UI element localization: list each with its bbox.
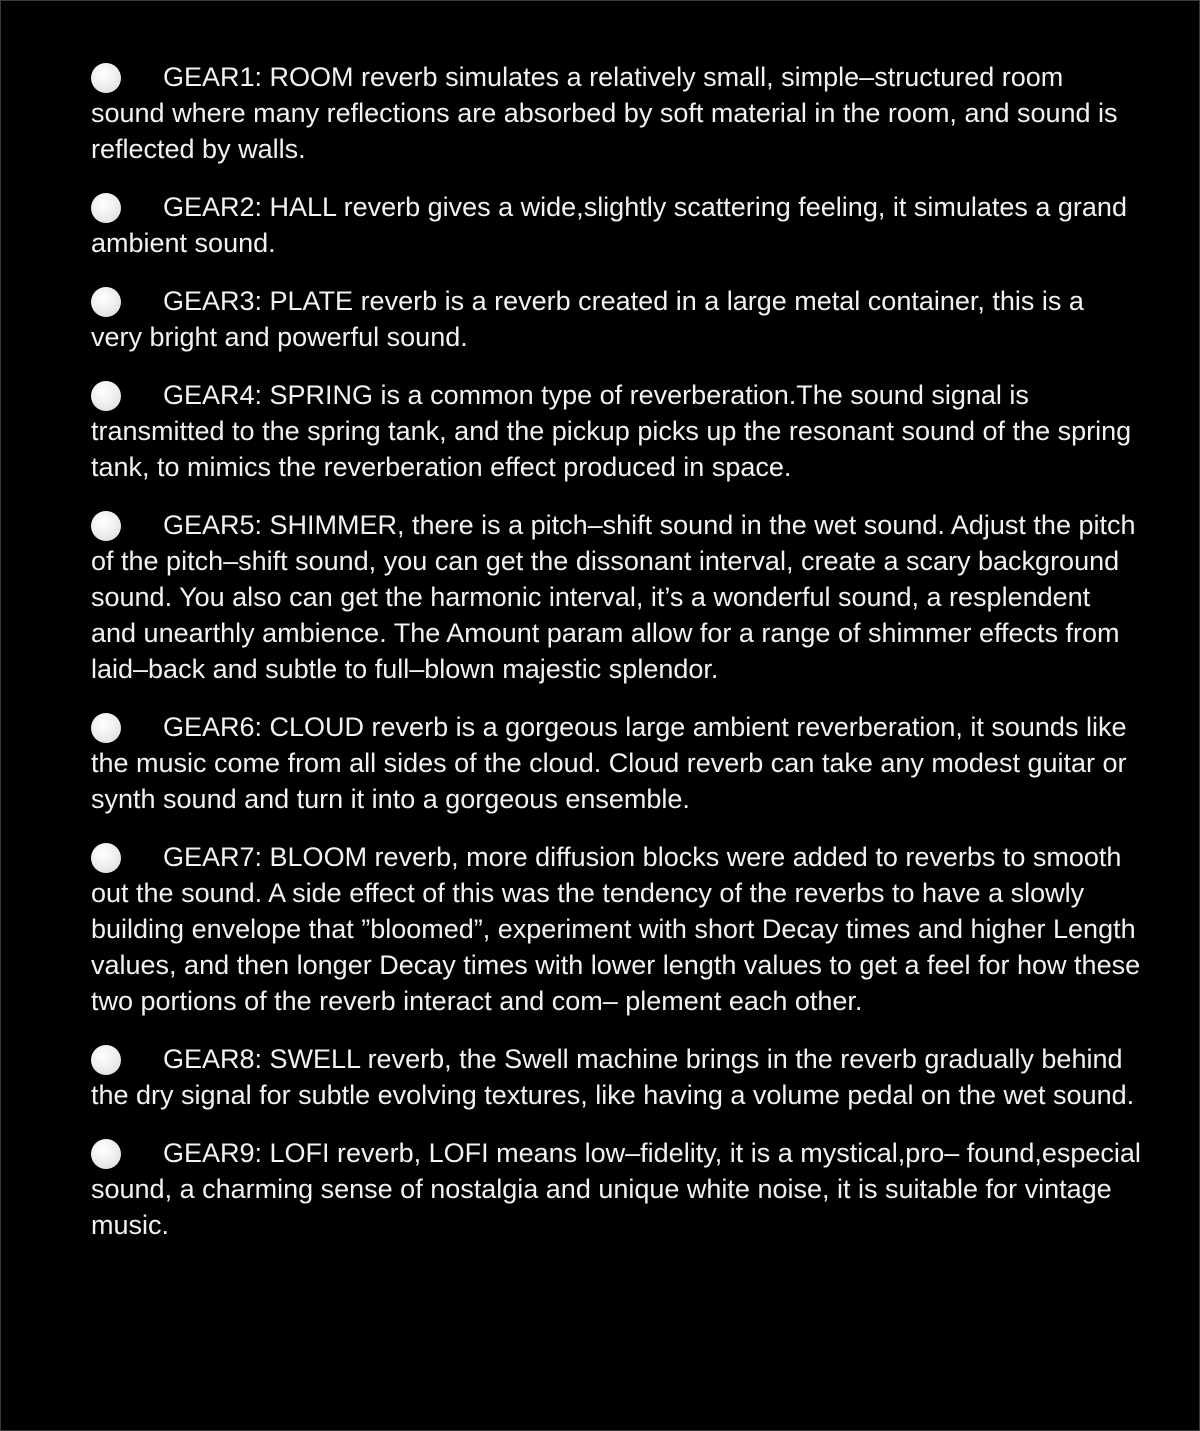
bullet-icon xyxy=(91,381,121,411)
list-item-gear9 xyxy=(91,1135,1141,1243)
gear-description-list xyxy=(91,59,1141,1265)
list-item-gear4 xyxy=(91,377,1141,485)
bullet-icon xyxy=(91,843,121,873)
gear6-description: GEAR6: CLOUD reverb is a gorgeous large ambient reverberation, it sounds like the music come from all sides of the cloud. Cloud reverb can take any modest guitar or synth sound and turn it into a gorgeous ensemble. xyxy=(91,712,1127,814)
bullet-icon xyxy=(91,1045,121,1075)
list-item-gear1 xyxy=(91,59,1141,167)
bullet-icon xyxy=(91,193,121,223)
gear4-description: GEAR4: SPRING is a common type of reverberation.The sound signal is transmitted to the spring tank, and the pickup picks up the resonant sound of the spring tank, to mimics the reverberation effect produced in space. xyxy=(91,380,1132,482)
gear9-description: GEAR9: LOFI reverb, LOFI means low–fidelity, it is a mystical,pro– found,especial sound, a charming sense of nostalgia and unique white noise, it is suitable for vintage music. xyxy=(91,1138,1141,1240)
gear5-description: GEAR5: SHIMMER, there is a pitch–shift sound in the wet sound. Adjust the pitch of the pitch–shift sound, you can get the dissonant interval, create a scary background sound. You also can get the harmonic interval, it’s a wonderful sound, a resplendent and unearthly ambience. The Amount param allow for a range of shimmer effects from laid–back and subtle to full–blown majestic splendor. xyxy=(91,510,1136,684)
gear7-description: GEAR7: BLOOM reverb, more diffusion blocks were added to reverbs to smooth out the sound. A side effect of this was the tendency of the reverbs to have a slowly building envelope that ”bloomed”, experiment with short Decay times and higher Length values, and then longer Decay times with lower length values to get a feel for how these two portions of the reverb interact and com– plement each other. xyxy=(91,842,1141,1016)
bullet-icon xyxy=(91,713,121,743)
bullet-icon xyxy=(91,511,121,541)
list-item-gear7 xyxy=(91,839,1141,1019)
gear2-description: GEAR2: HALL reverb gives a wide,slightly scattering feeling, it simulates a grand ambient sound. xyxy=(91,192,1127,258)
list-item-gear2 xyxy=(91,189,1141,261)
gear1-description: GEAR1: ROOM reverb simulates a relatively small, simple–structured room sound where many reflections are absorbed by soft material in the room, and sound is reflected by walls. xyxy=(91,62,1118,164)
bullet-icon xyxy=(91,63,121,93)
gear3-description: GEAR3: PLATE reverb is a reverb created in a large metal container, this is a very bright and powerful sound. xyxy=(91,286,1084,352)
gear8-description: GEAR8: SWELL reverb, the Swell machine brings in the reverb gradually behind the dry signal for subtle evolving textures, like having a volume pedal on the wet sound. xyxy=(91,1044,1135,1110)
bullet-icon xyxy=(91,287,121,317)
list-item-gear8 xyxy=(91,1041,1141,1113)
list-item-gear3 xyxy=(91,283,1141,355)
bullet-icon xyxy=(91,1139,121,1169)
list-item-gear5 xyxy=(91,507,1141,687)
list-item-gear6 xyxy=(91,709,1141,817)
